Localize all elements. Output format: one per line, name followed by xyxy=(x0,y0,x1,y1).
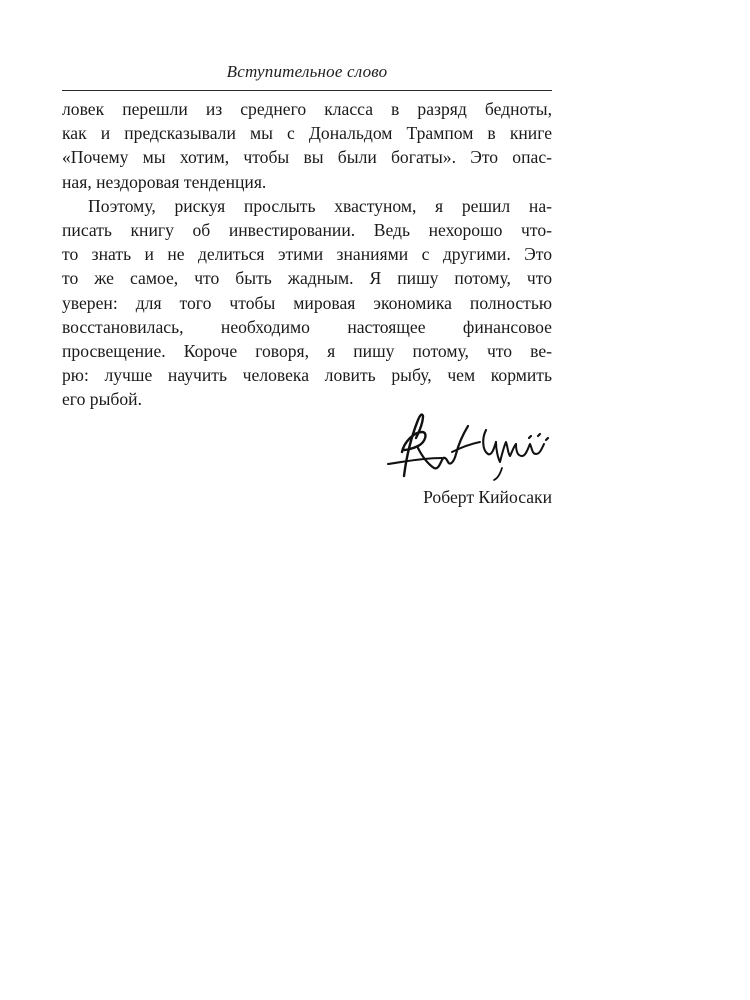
text-line: ная, нездоровая тенденция. xyxy=(62,171,267,192)
running-head-title: Вступительное слово xyxy=(226,62,388,81)
paragraph-1 xyxy=(62,97,552,194)
text-line: то знать и не делиться этими знаниями с другими. Это xyxy=(62,244,552,265)
text-line: писать книгу об инвестировании. Ведь нехорошо что- xyxy=(62,220,552,241)
text-line: «Почему мы хотим, чтобы вы были богаты». Это опас- xyxy=(62,147,552,168)
text-line: уверен: для того чтобы мировая экономика полностью xyxy=(62,292,552,313)
text-line: просвещение. Короче говоря, я пишу потому, что ве- xyxy=(62,341,552,362)
text-line: его рыбой. xyxy=(62,389,142,410)
body-text xyxy=(62,97,552,412)
text-line: то же самое, что быть жадным. Я пишу потому, что xyxy=(62,268,552,289)
text-line: восстановилась, необходимо настоящее финансовое xyxy=(62,316,552,337)
text-line: Поэтому, рискуя прослыть хвастуном, я решил на- xyxy=(88,195,552,216)
paragraph-2 xyxy=(62,194,552,412)
author-name: Роберт Кийосаки xyxy=(423,487,552,507)
text-line: как и предсказывали мы с Дональдом Трампом в книге xyxy=(62,123,552,144)
header-rule xyxy=(62,90,552,91)
text-line: рю: лучше научить человека ловить рыбу, чем кормить xyxy=(62,365,552,386)
text-line: ловек перешли из среднего класса в разряд бедноты, xyxy=(62,99,552,119)
handwritten-signature xyxy=(382,408,552,484)
